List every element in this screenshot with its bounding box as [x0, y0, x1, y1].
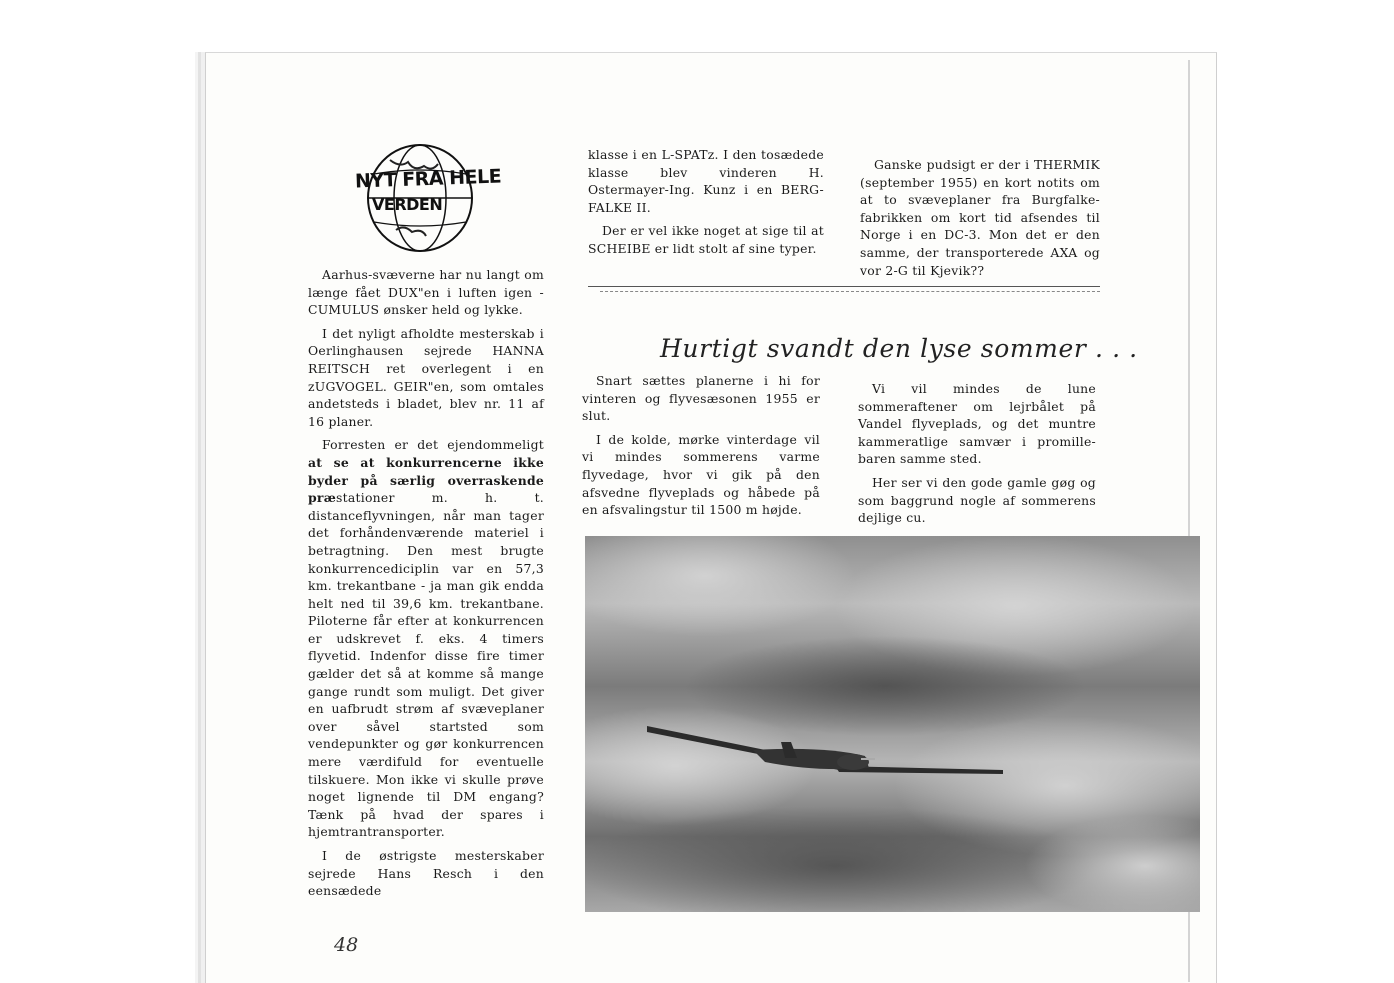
article-column-left	[308, 266, 544, 906]
paragraph: klasse i en L-SPATz. I den tosædede klasse blev vinderen H. Ostermayer-Ing. Kunz i en BERG-FALKE II.	[588, 147, 824, 215]
section-heading: Hurtigt svandt den lyse sommer . . .	[660, 334, 1138, 363]
section-divider-dashed	[600, 291, 1100, 292]
paragraph: Aarhus-svæverne har nu langt om længe fået DUX"en i luften igen - CUMULUS ønsker held og lykke.	[308, 267, 544, 318]
paragraph: Vi vil mindes de lune sommeraftener om lejrbålet på Vandel flyveplads, og det muntre kammeratlige samvær i promille-baren samme sted.	[858, 381, 1096, 467]
article-column-middle	[582, 372, 820, 525]
article-column-top-right	[860, 156, 1100, 285]
paragraph: Der er vel ikke noget at sige til at SCHEIBE er lidt stolt af sine typer.	[588, 223, 824, 256]
paragraph: Her ser vi den gode gamle gøg og som baggrund nogle af sommerens dejlige cu.	[858, 474, 1096, 526]
article-column-right	[858, 380, 1096, 533]
glider-photo	[585, 536, 1200, 912]
text-run: stationer m. h. t. distanceflyvningen, når man tager det forhåndenværende materiel i betragtning. Den mest brugte konkurrencediciplin var en 57,3 km. trekantbane - ja man gik endda helt ned til 39,6 km. trekantbane. Piloterne får efter at konkurrencen er udskrevet f. eks. 4 timers flyvetid. Indenfor disse fire timer gælder det så at komme så mange gange rundt som muligt. Det giver en uafbrudt strøm af svæveplaner over såvel startsted som vendepunkter og gør konkurrencen mere værdifuld for eventuelle tilskuere. Mon ikke vi skulle prøve noget lignende til DM engang? Tænk på hvad der spares i hjemtrantransporter.	[308, 490, 544, 840]
paragraph: I de kolde, mørke vinterdage vil vi mindes sommerens varme flyvedage, hvor vi gik på den afsvedne flyveplads og håbede på en afsvalingstur til 1500 m højde.	[582, 431, 820, 518]
logo-text-line2: VERDEN	[372, 195, 443, 214]
paragraph: I de østrigste mesterskaber sejrede Hans Resch i den eensædede	[308, 848, 544, 899]
section-divider	[588, 286, 1100, 287]
paragraph: I det nyligt afholdte mesterskab i Oerlinghausen sejrede HANNA REITSCH ret overlegent i en zUGVOGEL. GEIR"en, som omtales andetsteds i bladet, blev nr. 11 af 16 planer.	[308, 325, 544, 429]
paragraph	[308, 436, 544, 841]
bold-text-run: at se at konkurrencerne ikke byder på særlig overraskende præ	[308, 454, 544, 506]
glider-in-clouds-image	[585, 536, 1200, 912]
article-column-top-middle	[588, 146, 824, 264]
logo-text-line1: NYT FRA HELE	[354, 165, 502, 193]
text-run: Forresten er det ejendommeligt	[322, 437, 544, 453]
paragraph: Ganske pudsigt er der i THERMIK (september 1955) en kort notits om at to svæveplaner fra Burgfalke-fabrikken om kort tid afsendes til Norge i en DC-3. Mon det er den samme, der transporterede AXA og vor 2-G til Kjevik??	[860, 157, 1100, 278]
paragraph: Snart sættes planerne i hi for vinteren og flyvesæsonen 1955 er slut.	[582, 373, 820, 424]
page-number: 48	[334, 934, 359, 956]
